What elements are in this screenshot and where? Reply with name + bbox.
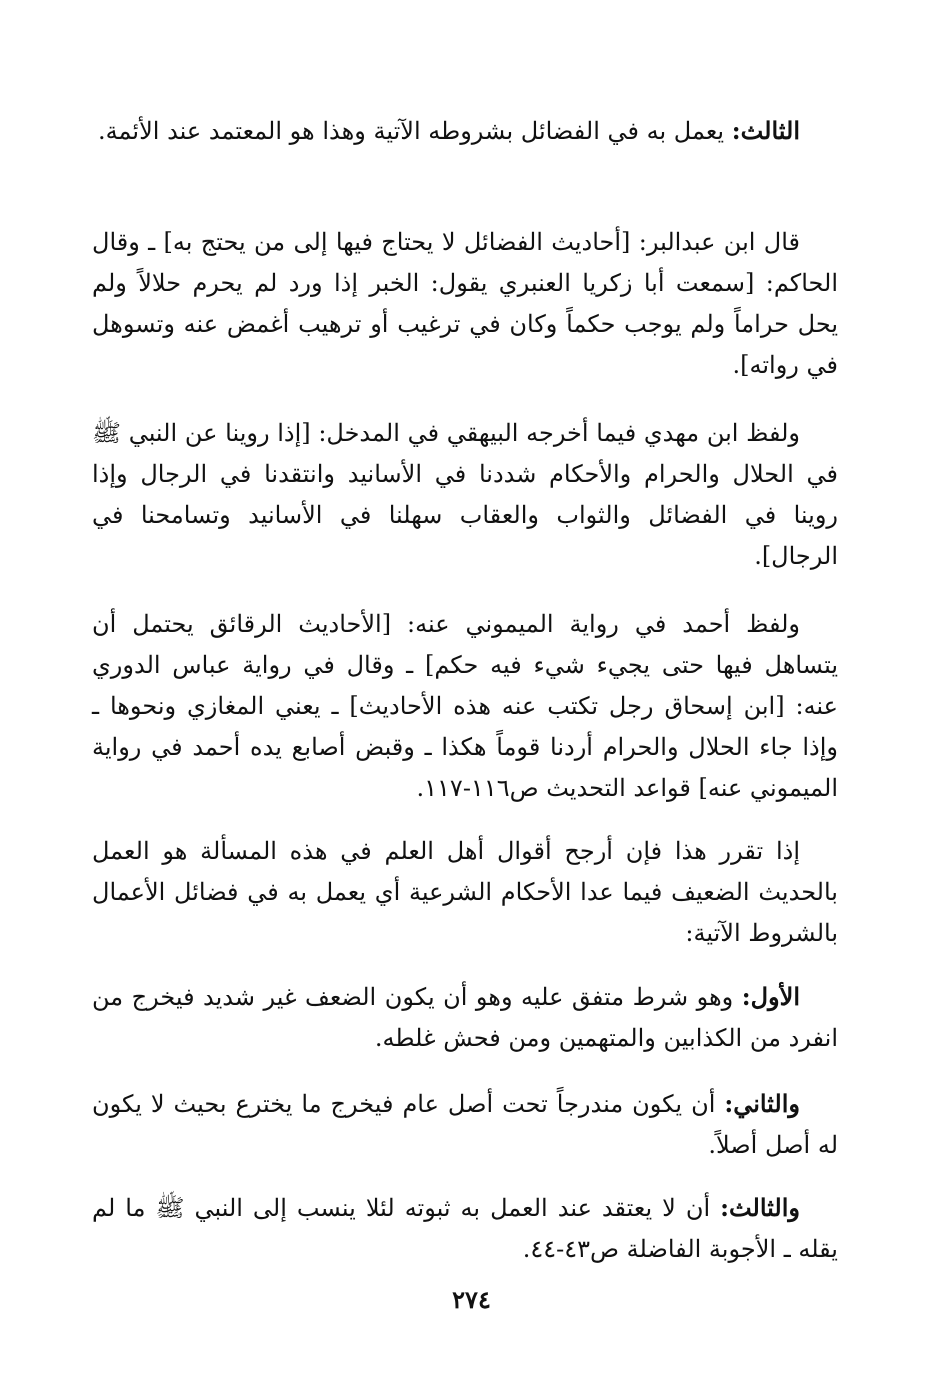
paragraph-text: [92, 1187, 838, 1270]
paragraph-text: [92, 110, 838, 152]
paragraph-body: أن لا يعتقد عند العمل به ثبوته لئلا ينسب إلى النبي ﷺ ما لم يقله ـ الأجوبة الفاضلة ص٤٣-٤٤.: [92, 1194, 838, 1263]
page-number: ٢٧٤: [452, 1285, 491, 1314]
paragraph-ibn-mahdi-quote: [92, 412, 838, 577]
paragraph-body: يعمل به في الفضائل بشروطه الآتية وهذا هو المعتمد عند الأئمة.: [98, 117, 732, 145]
paragraph-ahmad-quote: [92, 603, 838, 809]
paragraph-text: [92, 830, 838, 954]
paragraph-body: قال ابن عبدالبر: [أحاديث الفضائل لا يحتاج فيها إلى من يحتج به] ـ وقال الحاكم: [سمعت أبا زكريا العنبري يقول: الخبر إذا ورد لم يحرم حلالاً ولم يحل حراماً ولم يوجب حكماً وكان في ترغيب أو ترهيب أغمض عنه وتسوهل في رواته].: [92, 228, 838, 379]
paragraph-text: [92, 221, 838, 386]
paragraph-text: [92, 603, 838, 809]
paragraph-text: [92, 976, 838, 1059]
paragraph-text: [92, 1083, 838, 1166]
paragraph-body: ولفظ أحمد في رواية الميموني عنه: [الأحاديث الرقائق يحتمل أن يتساهل فيها حتى يجيء شيء فيه حكم] ـ وقال في رواية عباس الدوري عنه: [ابن إسحاق رجل تكتب عنه هذه الأحاديث] ـ يعني المغازي ونحوها ـ وإذا جاء الحلال والحرام أردنا قوماً هكذا ـ وقبض أصابع يده أحمد في رواية الميموني عنه] قواعد التحديث ص١١٦-١١٧.: [92, 610, 838, 802]
paragraph-body: إذا تقرر هذا فإن أرجح أقوال أهل العلم في هذه المسألة هو العمل بالحديث الضعيف فيما عدا الأحكام الشرعية أي يعمل به في فضائل الأعمال بالشروط الآتية:: [92, 837, 838, 947]
paragraph-text: [92, 412, 838, 577]
paragraph-lead: والثاني:: [724, 1089, 800, 1118]
paragraph-ibn-abdulbar-quote: [92, 221, 838, 386]
paragraph-lead: والثالث:: [720, 1193, 800, 1222]
paragraph-lead: الثالث:: [731, 116, 800, 145]
paragraph-first-condition: [92, 976, 838, 1059]
paragraph-body: ولفظ ابن مهدي فيما أخرجه البيهقي في المدخل: [إذا روينا عن النبي ﷺ في الحلال والحرام والأحكام شددنا في الأسانيد وانتقدنا في الرجال وإذا روينا في الفضائل والثواب والعقاب سهلنا في الأسانيد وتسامحنا في الرجال].: [92, 419, 838, 570]
paragraph-body: وهو شرط متفق عليه وهو أن يكون الضعف غير شديد فيخرج من انفرد من الكذابين والمتهمين ومن فحش غلطه.: [92, 983, 838, 1052]
paragraph-second-condition: [92, 1083, 838, 1166]
paragraph-third-view: [92, 110, 838, 152]
paragraph-conclusion: [92, 830, 838, 954]
paragraph-lead: الأول:: [741, 982, 800, 1011]
paragraph-body: أن يكون مندرجاً تحت أصل عام فيخرج ما يخترع بحيث لا يكون له أصل أصلاً.: [92, 1090, 838, 1159]
paragraph-third-condition: [92, 1187, 838, 1270]
